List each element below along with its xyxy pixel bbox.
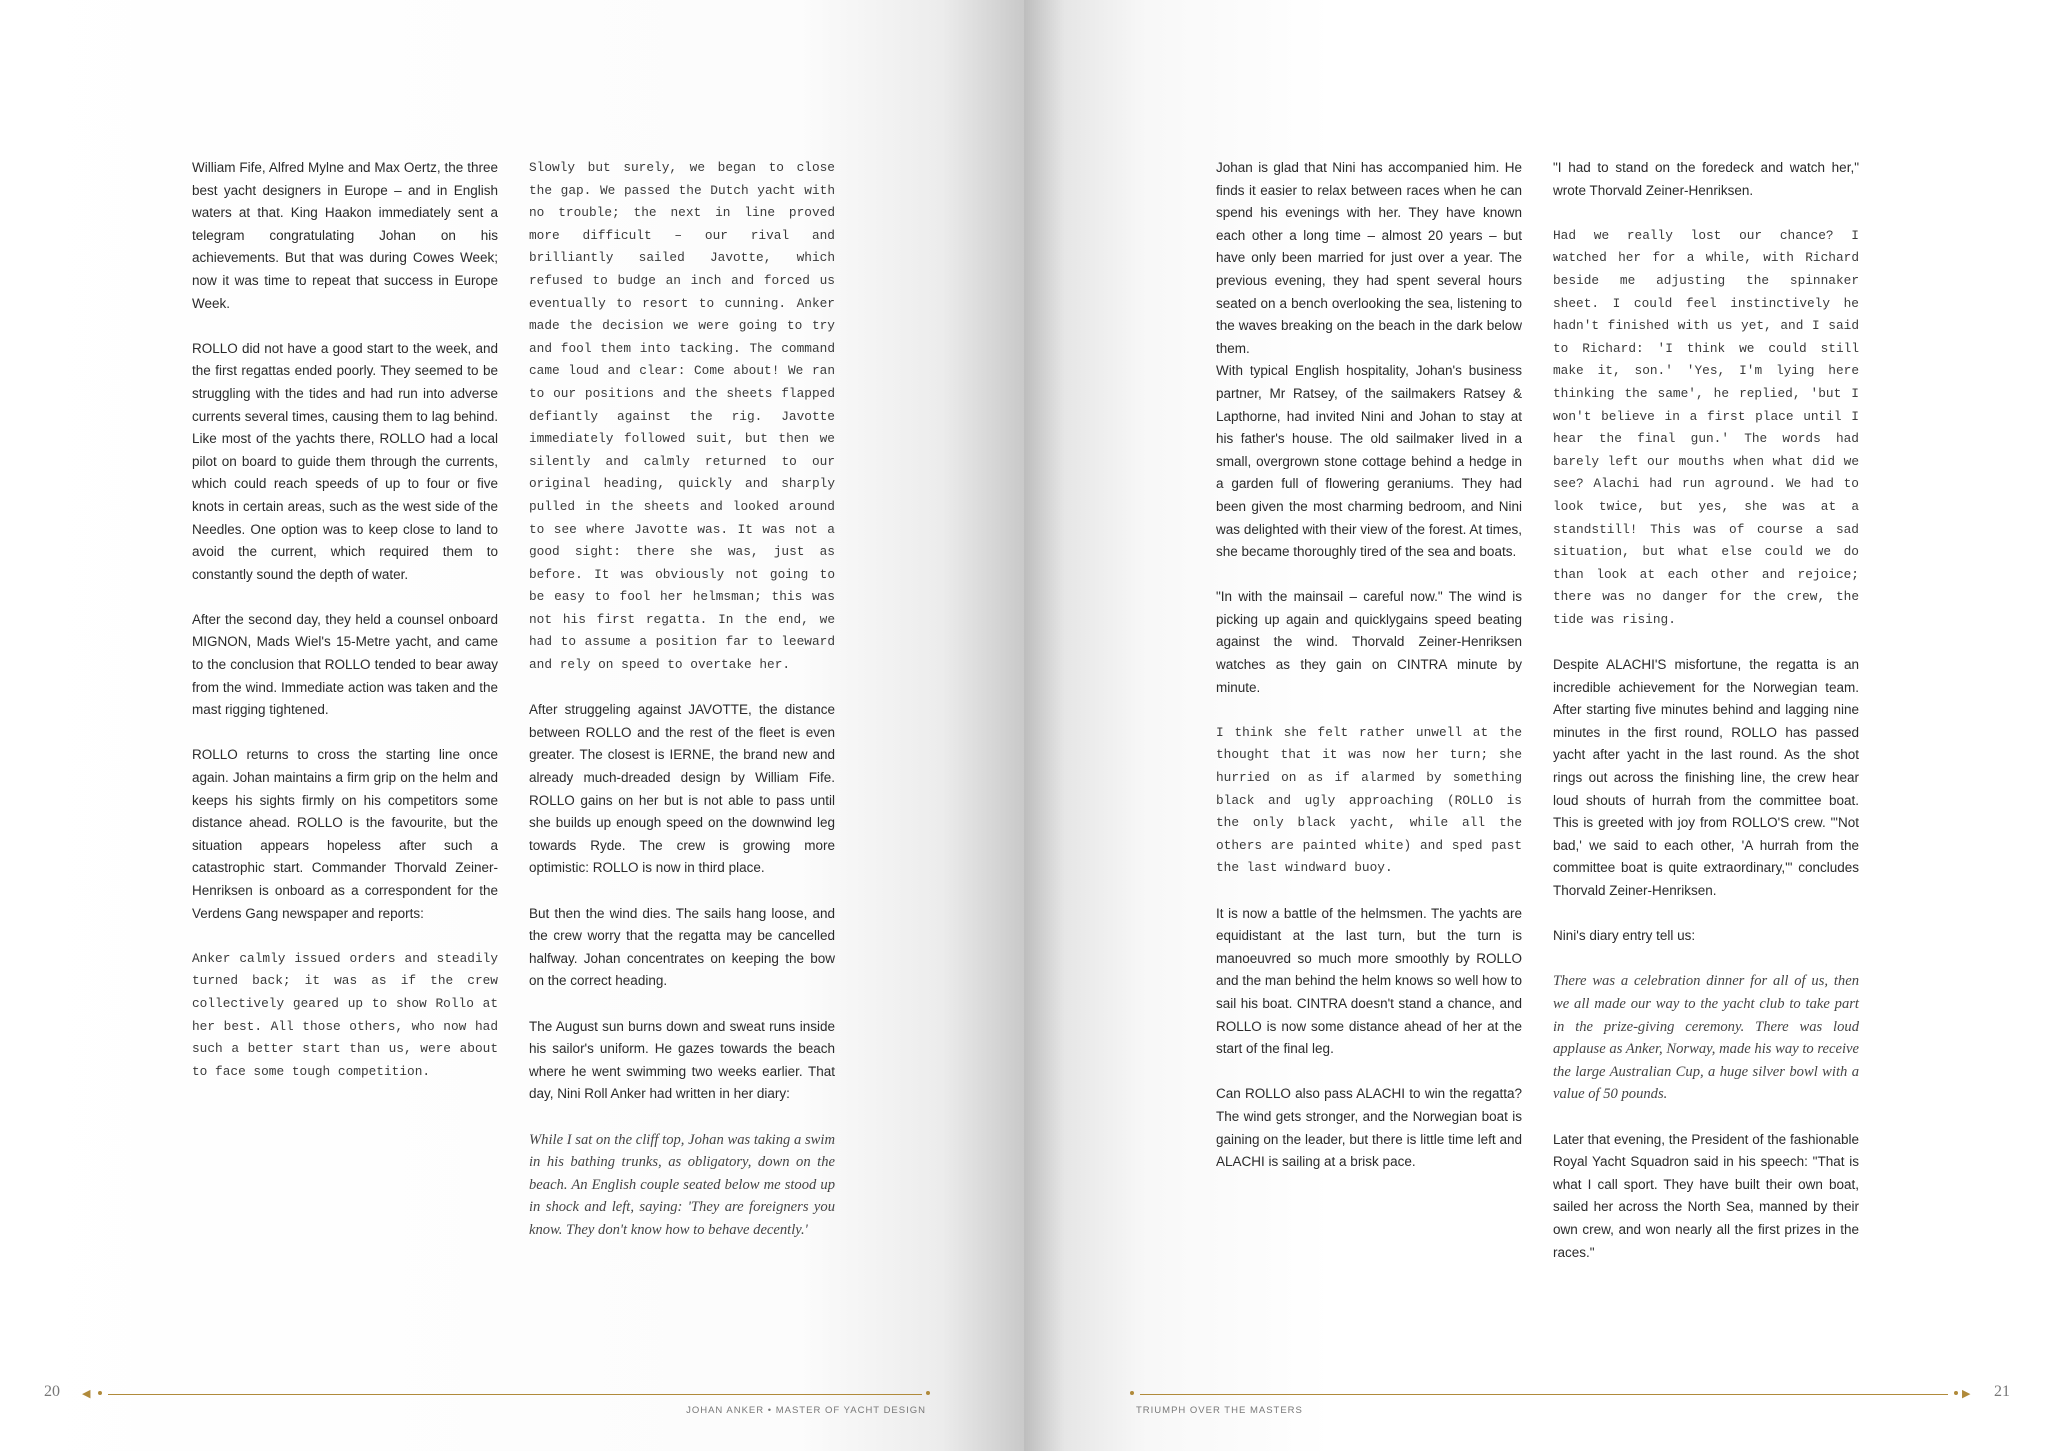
right-page [1024,0,2048,1451]
left-page-column-1 [192,157,498,1106]
paragraph: The August sun burns down and sweat runs inside his sailor's uniform. He gazes towards the beach where he went swimming two weeks earlier. That day, Nini Roll Anker had written in her diary: [529,1018,835,1102]
paragraph: ROLLO returns to cross the starting line once again. Johan maintains a firm grip on the helm and keeps his sights firmly on his competitors some distance ahead. ROLLO is the favourite, but the situation appears hopeless after such a catastrophic start. Commander Thorvald Zeiner-Henriksen is onboard as a correspondent for the Verdens Gang newspaper and reports: [192,747,498,921]
paragraph: But then the wind dies. The sails hang loose, and the crew worry that the regatta may be cancelled halfway. Johan concentrates on keeping the bow on the correct heading. [529,905,835,989]
diary-quote: While I sat on the cliff top, Johan was taking a swim in his bathing trunks, as obligatory, down on the beach. An English couple seated below me stood up in shock and left, saying: 'They are foreigners you know. They don't know how to behave decently.' [529,1131,835,1238]
running-head: TRIUMPH OVER THE MASTERS [1136,1405,1303,1416]
paragraph: Later that evening, the President of the fashionable Royal Yacht Squadron said in his speech: "That is what I call sport. They have built their own boat, sailed her across the North Sea, manned by their own crew, and won nearly all the first prizes in the races." [1553,1131,1859,1260]
paragraph: Nini's diary entry tell us: [1553,928,1696,944]
ornament-dot-icon [1954,1391,1958,1395]
right-page-column-1 [1216,157,1522,1196]
quote-paragraph: I think she felt rather unwell at the thought that it was now her turn; she hurried on as if alarmed by something black and ugly approaching (ROLLO is the only black yacht, while all the others are painted white) and sped past the last windward buoy. [1216,724,1522,876]
paragraph: Johan is glad that Nini has accompanied him. He finds it easier to relax between races when he can spend his evenings with her. They have known each other a long time – almost 20 years – but have only been married for just over a year. The previous evening, they had spent several hours seated on a bench overlooking the sea, listening to the waves breaking on the beach in the dark below them. [1216,160,1522,356]
ornament-dot-icon [926,1391,930,1395]
arrow-right-icon: ▶ [1962,1388,1971,1400]
paragraph: Can ROLLO also pass ALACHI to win the regatta? The wind gets stronger, and the Norwegian boat is gaining on the leader, but there is little time left and ALACHI is sailing at a brisk pace. [1216,1086,1522,1170]
paragraph: "In with the mainsail – careful now." The wind is picking up again and quicklygains speed beating against the wind. Thorvald Zeiner-Henriksen watches as they gain on CINTRA minute by minute. [1216,589,1522,695]
quote-paragraph: Anker calmly issued orders and steadily turned back; it was as if the crew collectively geared up to show Rollo at her best. All those others, who now had such a better start than us, were about to face some tough competition. [192,950,498,1079]
paragraph: "I had to stand on the foredeck and watch her," wrote Thorvald Zeiner-Henriksen. [1553,160,1859,198]
footer-rule [1140,1394,1948,1395]
quote-paragraph: Had we really lost our chance? I watched her for a while, with Richard beside me adjusting the spinnaker sheet. I could feel instinctively he hadn't finished with us yet, and I said to Richard: 'I think we could still make it, son.' 'Yes, I'm lying here thinking the same', he replied, 'but I won't believe in a first place until I hear the final gun.' The words had barely left our mouths when what did we see? Alachi had run aground. We had to look twice, but yes, she was at a standstill! This was of course a sad situation, but what else could we do than look at each other and rejoice; there was no danger for the crew, the tide was rising. [1553,227,1859,627]
quote-paragraph: Slowly but surely, we began to close the gap. We passed the Dutch yacht with no trouble; the next in line proved more difficult – our rival and brilliantly sailed Javotte, which refused to budge an inch and forced us eventually to resort to cunning. Anker made the decision we were going to try and fool them into tacking. The command came loud and clear: Come about! We ran to our positions and the sheets flapped defiantly against the rig. Javotte immediately followed suit, but then we silently and calmly returned to our original heading, quickly and sharply pulled in the sheets and looked around to see where Javotte was. It was not a good sight: there she was, just as before. It was obviously not going to be easy to fool her helmsman; this was not his first regatta. In the end, we had to assume a position far to leeward and rely on speed to overtake her. [529,160,835,673]
page-number: 20 [44,1383,60,1400]
left-page-column-2 [529,157,835,1264]
footer-rule [108,1394,922,1395]
right-page-column-2 [1553,157,1859,1287]
diary-quote: There was a celebration dinner for all of us, then we all made our way to the yacht club to take part in the prize-giving ceremony. There was loud applause as Anker, Norway, made his way to receive the large Australian Cup, a huge silver bowl with a value of 50 pounds. [1553,973,1859,1103]
paragraph: Despite ALACHI'S misfortune, the regatta is an incredible achievement for the Norwegian team. After starting five minutes behind and lagging nine minutes in the first round, ROLLO has passed yacht after yacht in the last round. As the shot rings out across the finishing line, the crew hear loud shouts of hurrah from the committee boat. This is greeted with joy from ROLLO'S crew. "'Not bad,' we said to each other, 'A hurrah from the committee boat is quite extraordinary,'" concludes Thorvald Zeiner-Henriksen. [1553,657,1859,898]
paragraph: After the second day, they held a counsel onboard MIGNON, Mads Wiel's 15-Metre yacht, and came to the conclusion that ROLLO tended to bear away from the wind. Immediate action was taken and the mast rigging tightened. [192,611,498,718]
paragraph: With typical English hospitality, Johan's business partner, Mr Ratsey, of the sailmakers Ratsey & Lapthorne, had invited Nini and Johan to stay at his father's house. The old sailmaker lived in a small, overgrown stone cottage behind a hedge in a garden full of flowering geraniums. They had been given the most charming bedroom, and Nini was delighted with their view of the forest. At times, she became thoroughly tired of the sea and boats. [1216,363,1522,560]
ornament-dot-icon [98,1391,102,1395]
paragraph: It is now a battle of the helmsmen. The yachts are equidistant at the last turn, but the turn is manoeuvred so much more smoothly by ROLLO and the man behind the helm knows so well how to sail his boat. CINTRA doesn't stand a chance, and ROLLO is now some distance ahead of her at the start of the final leg. [1216,905,1522,1057]
page-number: 21 [1994,1383,2010,1400]
arrow-left-icon: ◀ [82,1388,91,1400]
paragraph: ROLLO did not have a good start to the week, and the first regattas ended poorly. They seemed to be struggling with the tides and had run into adverse currents several times, causing them to lag behind. Like most of the yachts there, ROLLO had a local pilot on board to guide them through the currents, which could reach speeds of up to four or five knots in certain areas, such as the west side of the Needles. One option was to keep close to land to avoid the current, which required them to constantly sound the depth of water. [192,340,498,582]
ornament-dot-icon [1130,1391,1134,1395]
paragraph: William Fife, Alfred Mylne and Max Oertz, the three best yacht designers in Europe – and in English waters at that. King Haakon immediately sent a telegram congratulating Johan on his achievements. But that was during Cowes Week; now it was time to repeat that success in Europe Week. [192,160,498,311]
paragraph: After struggeling against JAVOTTE, the distance between ROLLO and the rest of the fleet is even greater. The closest is IERNE, the brand new and already much-dreaded design by William Fife. ROLLO gains on her but is not able to pass until she builds up enough speed on the downwind leg towards Ryde. The crew is growing more optimistic: ROLLO is now in third place. [529,702,835,876]
running-head: JOHAN ANKER • MASTER OF YACHT DESIGN [686,1405,926,1416]
